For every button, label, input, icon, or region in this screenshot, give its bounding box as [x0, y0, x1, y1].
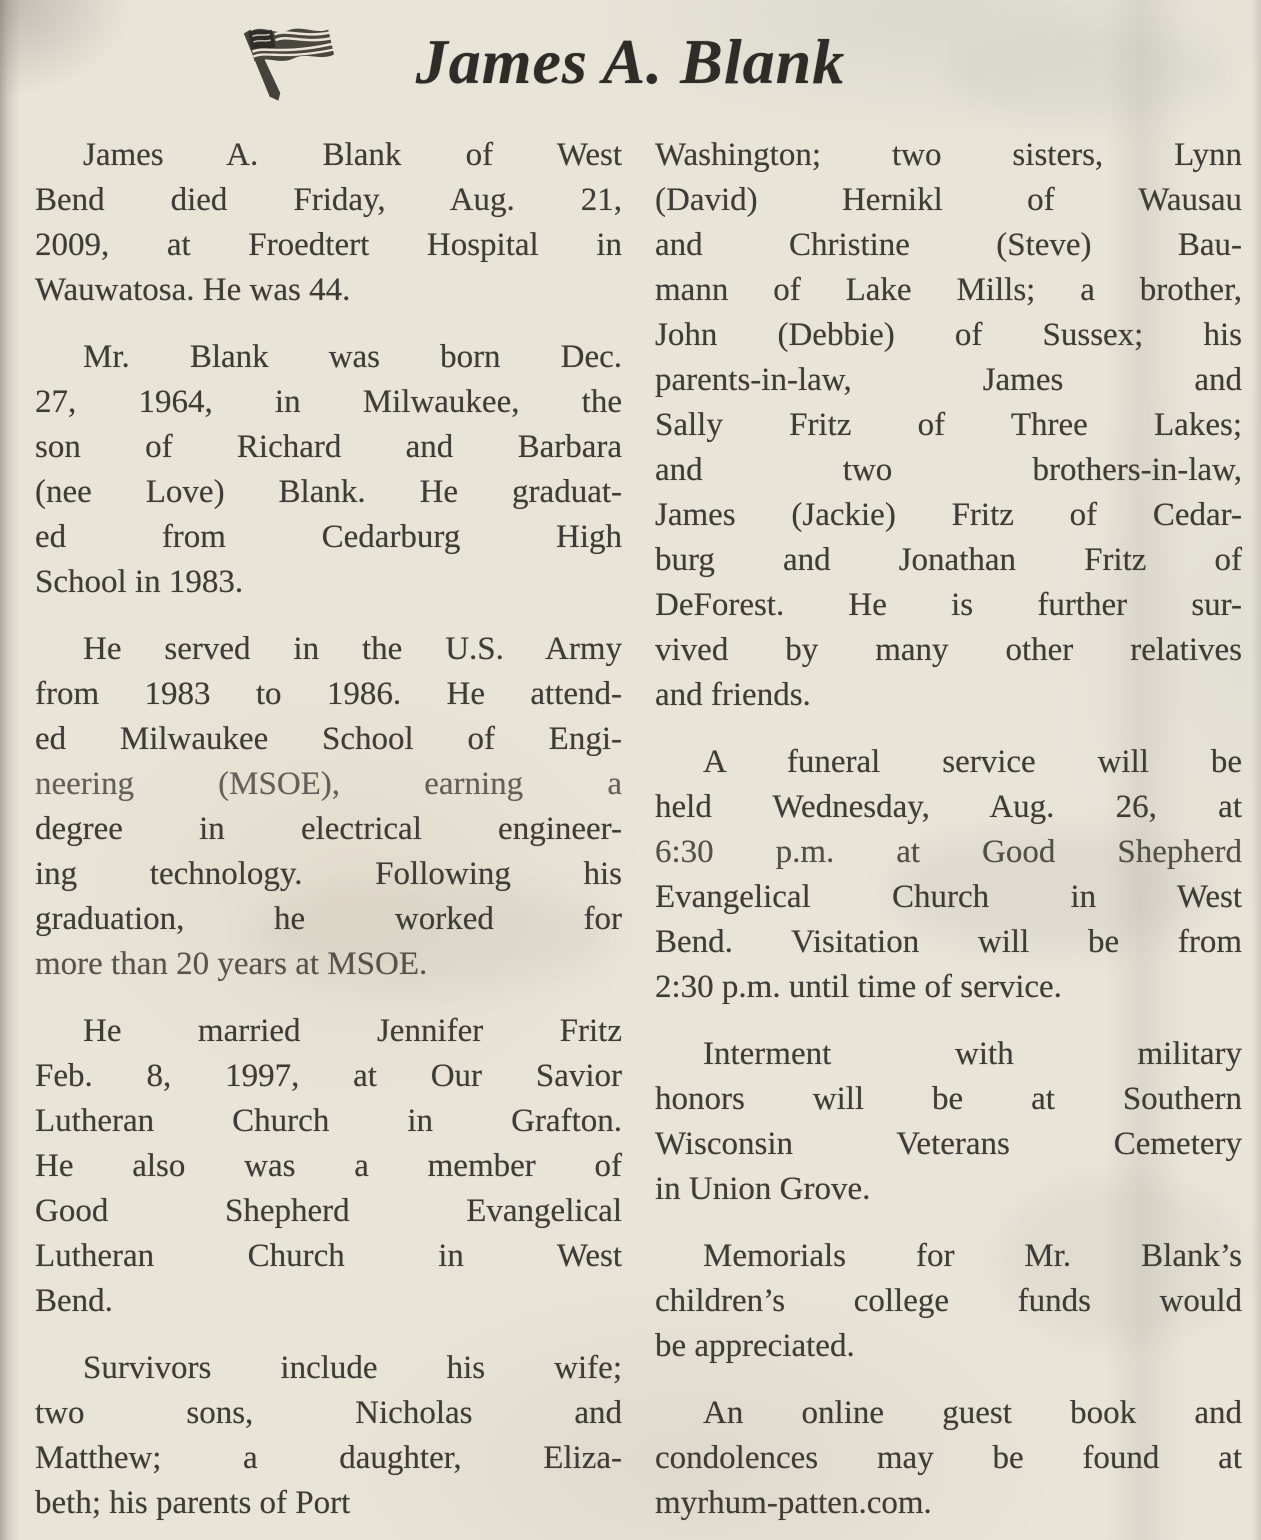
- text-line: in Union Grove.: [655, 1171, 871, 1207]
- obituary-masthead: [0, 12, 1261, 122]
- text-line: neering (MSOE), earning a: [35, 766, 622, 802]
- text-line: be appreciated.: [655, 1328, 855, 1364]
- paragraph: [655, 1234, 1242, 1369]
- text-line: from 1983 to 1986. He attend-: [35, 676, 622, 712]
- text-line: Washington; two sisters, Lynn: [655, 137, 1242, 173]
- text-line: Lutheran Church in West: [35, 1238, 622, 1274]
- text-line: 6:30 p.m. at Good Shepherd: [655, 834, 1242, 870]
- paragraph: [35, 1009, 622, 1324]
- text-line: and two brothers-in-law,: [655, 452, 1242, 488]
- text-line: children’s college funds would: [655, 1283, 1242, 1319]
- text-line: School in 1983.: [35, 564, 244, 600]
- text-line: Bend died Friday, Aug. 21,: [35, 182, 622, 218]
- text-line: James (Jackie) Fritz of Cedar-: [655, 497, 1242, 533]
- text-line: and Christine (Steve) Bau-: [655, 227, 1242, 263]
- text-line: ed Milwaukee School of Engi-: [35, 721, 622, 757]
- text-line: ed from Cedarburg High: [35, 519, 622, 555]
- text-line: myrhum-patten.com.: [655, 1485, 932, 1521]
- text-line: James A. Blank of West: [83, 137, 622, 173]
- text-line: He married Jennifer Fritz: [83, 1013, 622, 1049]
- text-line: Bend.: [35, 1283, 113, 1319]
- text-line: DeForest. He is further sur-: [655, 587, 1242, 623]
- text-line: Matthew; a daughter, Eliza-: [35, 1440, 622, 1476]
- paragraph: [655, 1032, 1242, 1212]
- text-line: 2009, at Froedtert Hospital in: [35, 227, 622, 263]
- paragraph: [35, 1346, 622, 1526]
- text-line: He also was a member of: [35, 1148, 622, 1184]
- text-line: held Wednesday, Aug. 26, at: [655, 789, 1242, 825]
- paragraph: [655, 133, 1242, 718]
- text-line: Evangelical Church in West: [655, 879, 1242, 915]
- obituary-title: James A. Blank: [415, 26, 846, 97]
- text-line: Sally Fritz of Three Lakes;: [655, 407, 1242, 443]
- text-line: more than 20 years at MSOE.: [35, 946, 428, 982]
- text-line: honors will be at Southern: [655, 1081, 1242, 1117]
- text-line: graduation, he worked for: [35, 901, 622, 937]
- text-line: Interment with military: [703, 1036, 1242, 1072]
- text-line: Lutheran Church in Grafton.: [35, 1103, 622, 1139]
- us-flag-icon: [224, 20, 350, 116]
- obituary-body: [35, 133, 1242, 1526]
- text-line: degree in electrical engineer-: [35, 811, 622, 847]
- paragraph: [35, 627, 622, 987]
- text-line: burg and Jonathan Fritz of: [655, 542, 1242, 578]
- text-line: 27, 1964, in Milwaukee, the: [35, 384, 622, 420]
- text-line: ing technology. Following his: [35, 856, 622, 892]
- text-line: Wisconsin Veterans Cemetery: [655, 1126, 1242, 1162]
- text-line: son of Richard and Barbara: [35, 429, 622, 465]
- text-line: and friends.: [655, 677, 811, 713]
- text-line: vived by many other relatives: [655, 632, 1242, 668]
- text-line: 2:30 p.m. until time of service.: [655, 969, 1062, 1005]
- text-line: beth; his parents of Port: [35, 1485, 351, 1521]
- text-line: Wauwatosa. He was 44.: [35, 272, 351, 308]
- text-line: parents-in-law, James and: [655, 362, 1242, 398]
- text-line: Mr. Blank was born Dec.: [83, 339, 622, 375]
- column-right: [655, 133, 1242, 1526]
- text-line: Memorials for Mr. Blank’s: [703, 1238, 1242, 1274]
- text-line: mann of Lake Mills; a brother,: [655, 272, 1242, 308]
- text-line: two sons, Nicholas and: [35, 1395, 622, 1431]
- text-line: Bend. Visitation will be from: [655, 924, 1242, 960]
- text-line: He served in the U.S. Army: [83, 631, 622, 667]
- text-line: Survivors include his wife;: [83, 1350, 622, 1386]
- text-line: A funeral service will be: [703, 744, 1242, 780]
- text-line: (nee Love) Blank. He graduat-: [35, 474, 622, 510]
- text-line: Good Shepherd Evangelical: [35, 1193, 622, 1229]
- paragraph: [35, 335, 622, 605]
- paragraph: [655, 740, 1242, 1010]
- column-left: [35, 133, 622, 1526]
- paragraph: [655, 1391, 1242, 1526]
- text-line: Feb. 8, 1997, at Our Savior: [35, 1058, 622, 1094]
- text-line: condolences may be found at: [655, 1440, 1242, 1476]
- text-line: John (Debbie) of Sussex; his: [655, 317, 1242, 353]
- text-line: (David) Hernikl of Wausau: [655, 182, 1242, 218]
- paragraph: [35, 133, 622, 313]
- text-line: An online guest book and: [703, 1395, 1242, 1431]
